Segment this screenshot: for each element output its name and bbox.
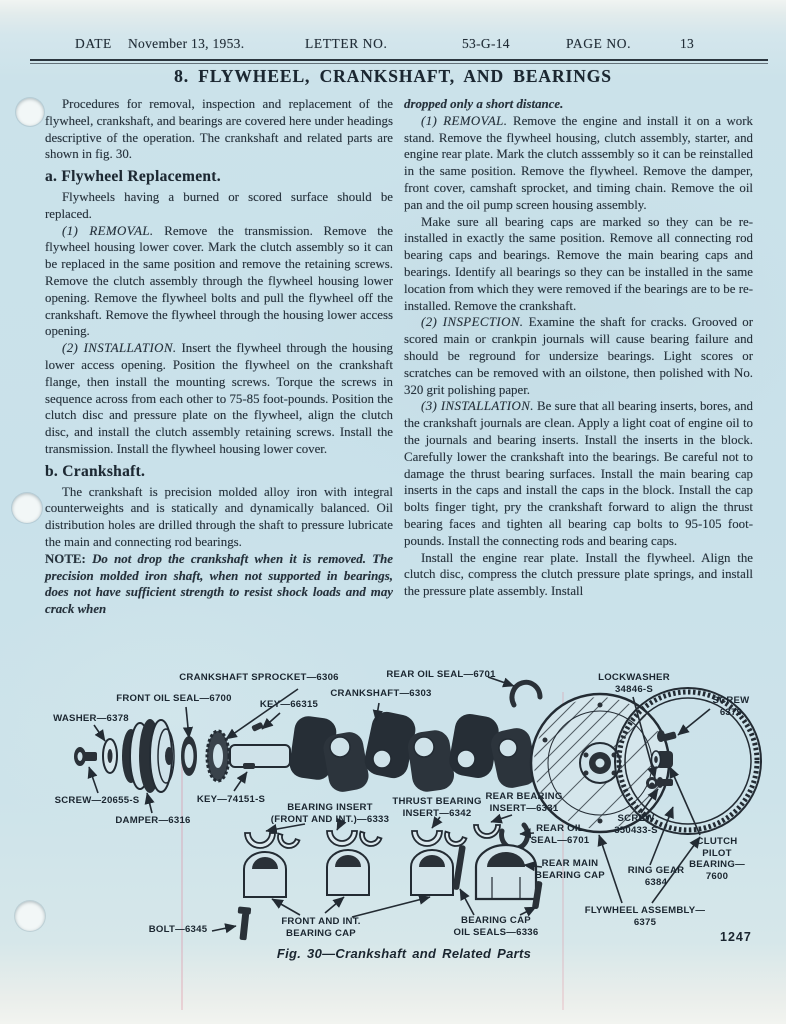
date-value: November 13, 1953. — [128, 36, 245, 51]
letter-no-label: LETTER NO. — [305, 36, 388, 51]
page-no-value: 13 — [680, 36, 695, 51]
intro-paragraph: Procedures for removal, inspection and replacement of the flywheel, crankshaft, and bearings are covered here under headings descriptive of the operation. The crankshaft and related parts are shown in fig. 30. — [45, 97, 393, 162]
part-label-thrust-bearing-insert: THRUST BEARING INSERT—6342 — [392, 796, 482, 819]
removal-lead: (1) REMOVAL. — [421, 113, 508, 128]
part-label-screw-6379: SCREW 6379 — [712, 695, 750, 718]
page-no-label: PAGE NO. — [566, 36, 632, 51]
page-title: 8. FLYWHEEL, CRANKSHAFT, AND BEARINGS — [174, 66, 612, 86]
paragraph-inspection — [404, 314, 753, 398]
part-label-crankshaft-sprocket: CRANKSHAFT SPROCKET—6306 — [179, 672, 339, 683]
screw-20655-drawing — [74, 747, 97, 766]
part-label-flywheel-assembly: FLYWHEEL ASSEMBLY—6375 — [584, 905, 706, 928]
paragraph-note — [45, 551, 393, 618]
washer-drawing — [103, 739, 117, 773]
part-label-front-int-bearing-cap: FRONT AND INT. BEARING CAP — [281, 916, 361, 939]
paragraph-crankshaft-intro: The crankshaft is precision molded alloy iron with integral counterweights and is statically and dynamically balanced. Oil distribution holes are drilled through the shaft to pressure lubricate the main and connecting rod bearings. — [45, 484, 393, 549]
part-label-ring-gear: RING GEAR 6384 — [627, 865, 685, 888]
key-66315-drawing — [251, 722, 264, 732]
page-number: 1247 — [720, 930, 752, 944]
part-label-screw-350433: SCREW 350433-S — [614, 813, 658, 836]
part-label-clutch-pilot-bearing: CLUTCH PILOT BEARING—7600 — [689, 836, 745, 882]
clutch-pilot-bearing-drawing — [652, 751, 674, 768]
paragraph-bearing-caps: Make sure all bearing caps are marked so they can be re-installed in exactly the same position. Remove all connecting rod bearing caps and bearings. Remove the main bearing caps and bearings. Identify all bearings so they can be installed in the same location from which they were removed if the bearings are to be re-installed. Remove the crankshaft. — [404, 214, 753, 313]
page-header — [30, 32, 768, 61]
rear-oil-seal-top-drawing — [512, 682, 540, 705]
paragraph-flywheel-intro: Flywheels having a burned or scored surface should be replaced. — [45, 189, 393, 221]
part-label-rear-oil-seal-top: REAR OIL SEAL—6701 — [386, 669, 496, 680]
bolt-drawing — [238, 906, 252, 940]
right-column — [404, 96, 753, 600]
removal-body: Remove the engine and install it on a work stand. Remove the flywheel housing, clutch assembly, starter, and engine rear plate. Mark the clutch asssembly so it can be reinstalled in the same position. Remove the flywheel. Remove the damper, front cover, camshaft sprocket, and timing chain. Remove the oil pan and the oil pump screen housing assembly. — [404, 113, 753, 212]
left-column — [45, 96, 393, 618]
crankshaft-snout-drawing — [230, 722, 290, 769]
inspection-lead: (2) INSPECTION. — [421, 315, 524, 330]
note-label: NOTE: — [45, 551, 86, 566]
part-label-rear-bearing-insert: REAR BEARING INSERT—6331 — [485, 791, 563, 814]
section-a-heading: a. Flywheel Replacement. — [45, 168, 221, 186]
punch-hole — [16, 98, 44, 126]
part-label-key-74151: KEY—74151-S — [196, 794, 266, 805]
letter-no-value: 53-G-14 — [462, 36, 510, 51]
note-text: Do not drop the crankshaft when it is removed. The precision molded iron shaft, when not supported in bearings, does not have sufficient strength to resist shock loads and may crack when — [45, 551, 393, 617]
part-label-rear-oil-seal-mid: REAR OIL SEAL—6701 — [530, 823, 590, 846]
paragraph-rear-plate: Install the engine rear plate. Install the flywheel. Align the clutch disc, compress the clutch pressure plate springs, and install the pressure plate assembly. Install — [404, 550, 753, 599]
installation-lead: (2) INSTALLATION. — [62, 341, 177, 356]
part-label-lockwasher: LOCKWASHER 34846-S — [598, 672, 670, 695]
part-label-bearing-insert: BEARING INSERT (FRONT AND INT.)—6333 — [270, 802, 390, 825]
part-label-rear-main-bearing-cap: REAR MAIN BEARING CAP — [535, 858, 605, 881]
paragraph-crankshaft-removal — [404, 113, 753, 214]
section-b-heading: b. Crankshaft. — [45, 462, 146, 480]
paragraph-note-continuation: dropped only a short distance. — [404, 97, 564, 111]
part-label-washer: WASHER—6378 — [53, 713, 129, 724]
figure-30 — [0, 655, 786, 990]
removal-body: Remove the transmission. Remove the flywheel housing lower cover. Mark the clutch assembly so it can be replaced in the same position and remove the retaining screws. Remove the clutch assembly through the flywheel housing lower opening. Remove the flywheel bolts and pull the flywheel off the crankshaft. Remove the flywheel through the housing lower access opening. — [45, 223, 393, 339]
part-label-key-66315: KEY—66315 — [259, 699, 319, 710]
part-label-damper: DAMPER—6316 — [115, 815, 191, 826]
paragraph-crankshaft-installation — [404, 398, 753, 549]
screw-6379-drawing — [657, 730, 677, 742]
part-label-front-oil-seal: FRONT OIL SEAL—6700 — [116, 693, 232, 704]
installation-lead: (3) INSTALLATION. — [421, 399, 534, 414]
installation-body: Insert the flywheel through the housing lower access opening. Position the flywheel on the crankshaft flange, then install the mounting screws. Torque the screws in sequence across from each other to 75-85 foot-pounds. Position the clutch disc and pressure plate on the flywheel, align the clutch disc, and install the clutch assembly retaining screws. Install the transmission. Install the flywheel housing lower cover. — [45, 341, 393, 456]
removal-lead: (1) REMOVAL. — [62, 223, 154, 238]
front-oil-seal-drawing — [181, 736, 197, 776]
figure-caption: Fig. 30—Crankshaft and Related Parts — [276, 946, 532, 961]
date-label: DATE — [75, 36, 112, 51]
inspection-body: Examine the shaft for cracks. Grooved or scored main or crankpin journals will cause bearing failure and should be reground for undersize bearings. Light scores or scratches can be removed with an oilstone, then polished with No. 320 grit polishing paper. — [404, 315, 753, 397]
paragraph-flywheel-installation — [45, 340, 393, 458]
part-label-bolt: BOLT—6345 — [148, 924, 208, 935]
installation-body: Be sure that all bearing inserts, bores, and the crankshaft journals are clean. Apply a light coat of engine oil to the journals and bearing inserts. Install the inserts in the block. Carefully lower the crankshaft into the bearings. Be careful not to damage the thrust bearing surfaces. Install the main bearing cap inserts in the caps and install the caps in the block. Install the cap bolts finger tight, pry the crankshaft forward to align the thrust bearing faces and tighten all bearing cap bolts to 95-105 foot-pounds. Install the connecting rods and bearing caps. — [404, 399, 753, 548]
key-74151-drawing — [243, 763, 255, 769]
punch-hole — [12, 493, 42, 523]
crankshaft-drawing — [288, 709, 559, 794]
bearing-caps-drawing — [244, 845, 536, 899]
part-label-bearing-cap-oil-seals: BEARING CAP OIL SEALS—6336 — [453, 915, 539, 938]
paragraph-flywheel-removal — [45, 223, 393, 341]
part-label-screw-20655: SCREW—20655-S — [54, 795, 140, 806]
part-label-crankshaft: CRANKSHAFT—6303 — [330, 688, 432, 699]
damper-drawing — [122, 719, 174, 793]
